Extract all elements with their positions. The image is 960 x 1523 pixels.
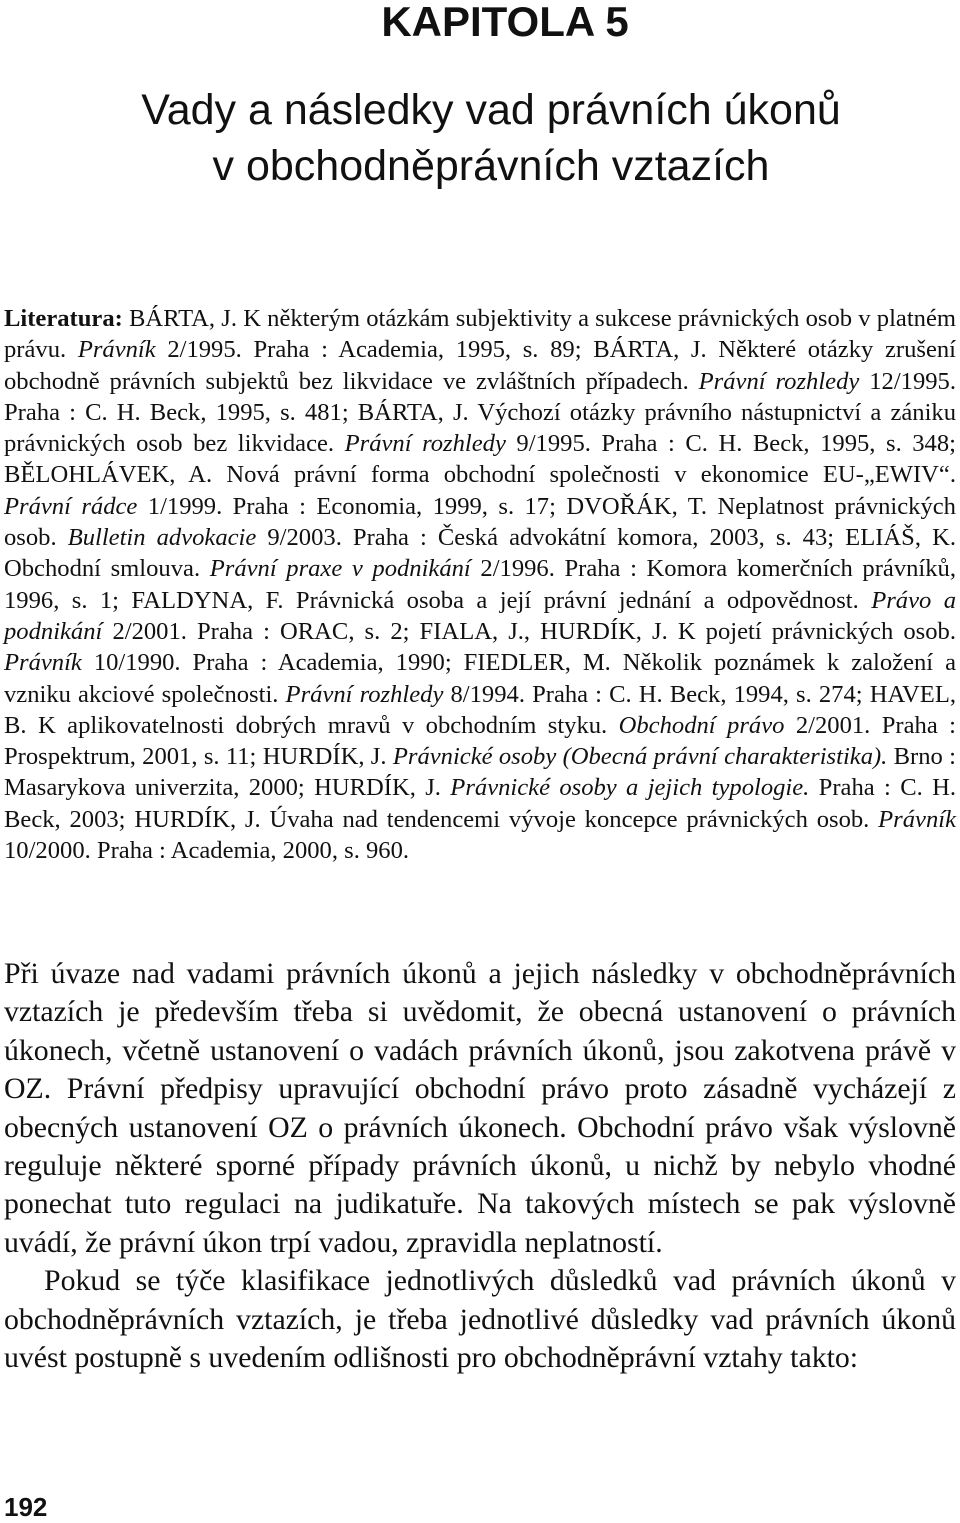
reference-text: 10/1990. Praha : Academia, 1990; FIEDLER, M. Několik poznámek k založení a vzniku akciové společnosti. [4,649,956,708]
reference-text: 2/1996. Praha : Komora komerčních právníků, 1996, s. 1; FALDYNA, F. Právnická osoba a její právní jednání a odpovědnost. [4,555,957,614]
literature-section [4,303,956,866]
reference-text: 2/1995. Praha : Academia, 1995, s. 89; BÁRTA, J. Některé otázky zrušení obchodně právních subjektů bez likvidace ve zvláštních případech. [4,336,956,395]
chapter-label: KAPITOLA 5 [381,0,629,45]
reference-journal-title: Právník [77,336,156,364]
page-number: 192 [4,1492,48,1522]
reference-journal-title: Bulletin advokacie [67,524,257,552]
reference-text: 8/1994. Praha : C. H. Beck, 1994, s. 274; HAVEL, B. K aplikovatelnosti dobrých mravů v obchodním styku. [4,680,956,739]
reference-journal-title: Právní rádce [4,492,138,520]
reference-text: 1/1999. Praha : Economia, 1999, s. 17; DVOŘÁK, T. Neplatnost právnických osob. [4,492,956,552]
reference-text: 2/2001. Praha : Prospektrum, 2001, s. 11; HURDÍK, J. [4,711,956,771]
reference-text: Brno : Masarykova univerzita, 2000; HURDÍK, J. [4,743,956,802]
body-text [4,955,956,1377]
literature-label: Literatura: [4,305,123,332]
reference-text: 12/1995. Praha : C. H. Beck, 1995, s. 481; BÁRTA, J. Výchozí otázky právního nástupnictví a zániku právnických osob bez likvidace. [4,367,956,458]
reference-text: 2/2001. Praha : ORAC, s. 2; FIALA, J., HURDÍK, J. K pojetí právnických osob. [102,617,956,645]
reference-journal-title: Právo a podnikání [4,586,956,645]
reference-journal-title: Právník [878,805,956,833]
reference-journal-title: Právní rozhledy [285,680,444,708]
chapter-title-line-1: Vady a následky vad právních úkonů [141,86,841,134]
reference-journal-title: Právník [4,649,82,677]
reference-journal-title: Právní rozhledy [698,367,860,395]
chapter-title [0,82,960,194]
reference-journal-title: Právní praxe v podnikání [209,555,471,583]
reference-text: BÁRTA, J. K některým otázkám subjektivity a sukcese právnických osob v platném právu. [4,305,956,364]
chapter-title-line-2: v obchodněprávních vztazích [212,142,770,190]
reference-journal-title: Právnické osoby (Obecná právní charakteristika). [392,743,888,771]
reference-text: Praha : C. H. Beck, 2003; HURDÍK, J. Úvaha nad tendencemi vývoje koncepce právnických osob. [4,774,956,833]
paragraph-2: Pokud se týče klasifikace jednotlivých důsledků vad právních úkonů v obchodněprávních vztazích, je třeba jednotlivé důsledky vad právních úkonů uvést postupně s uvedením odlišnosti pro obchodněprávní vztahy takto: [4,1264,956,1375]
reference-journal-title: Obchodní právo [618,711,785,739]
paragraph-1: Při úvaze nad vadami právních úkonů a jejich následky v obchodněprávních vztazích je především třeba si uvědomit, že obecná ustanovení o právních úkonech, včetně ustanovení o vadách právních úkonů, jsou zakotvena právě v OZ. Právní předpisy upravující obchodní právo proto zásadně vycházejí z obecných ustanovení OZ o právních úkonech. Obchodní právo však výslovně reguluje některé sporné případy právních úkonů, u nichž by nebylo vhodné ponechat tuto regulaci na judikatuře. Na takových místech se pak výslovně uvádí, že právní úkon trpí vadou, zpravidla neplatností. [4,957,956,1259]
reference-text: 10/2000. Praha : Academia, 2000, s. 960. [4,837,410,865]
reference-text: 9/2003. Praha : Česká advokátní komora, 2003, s. 43; ELIÁŠ, K. Obchodní smlouva. [4,524,956,583]
reference-text: 9/1995. Praha : C. H. Beck, 1995, s. 348; BĚLOHLÁVEK, A. Nová právní forma obchodní společnosti v ekonomice EU-„EWIV“. [4,430,956,489]
literature-references [4,305,956,864]
reference-journal-title: Právnické osoby a jejich typologie. [450,774,810,802]
reference-journal-title: Právní rozhledy [344,430,506,458]
